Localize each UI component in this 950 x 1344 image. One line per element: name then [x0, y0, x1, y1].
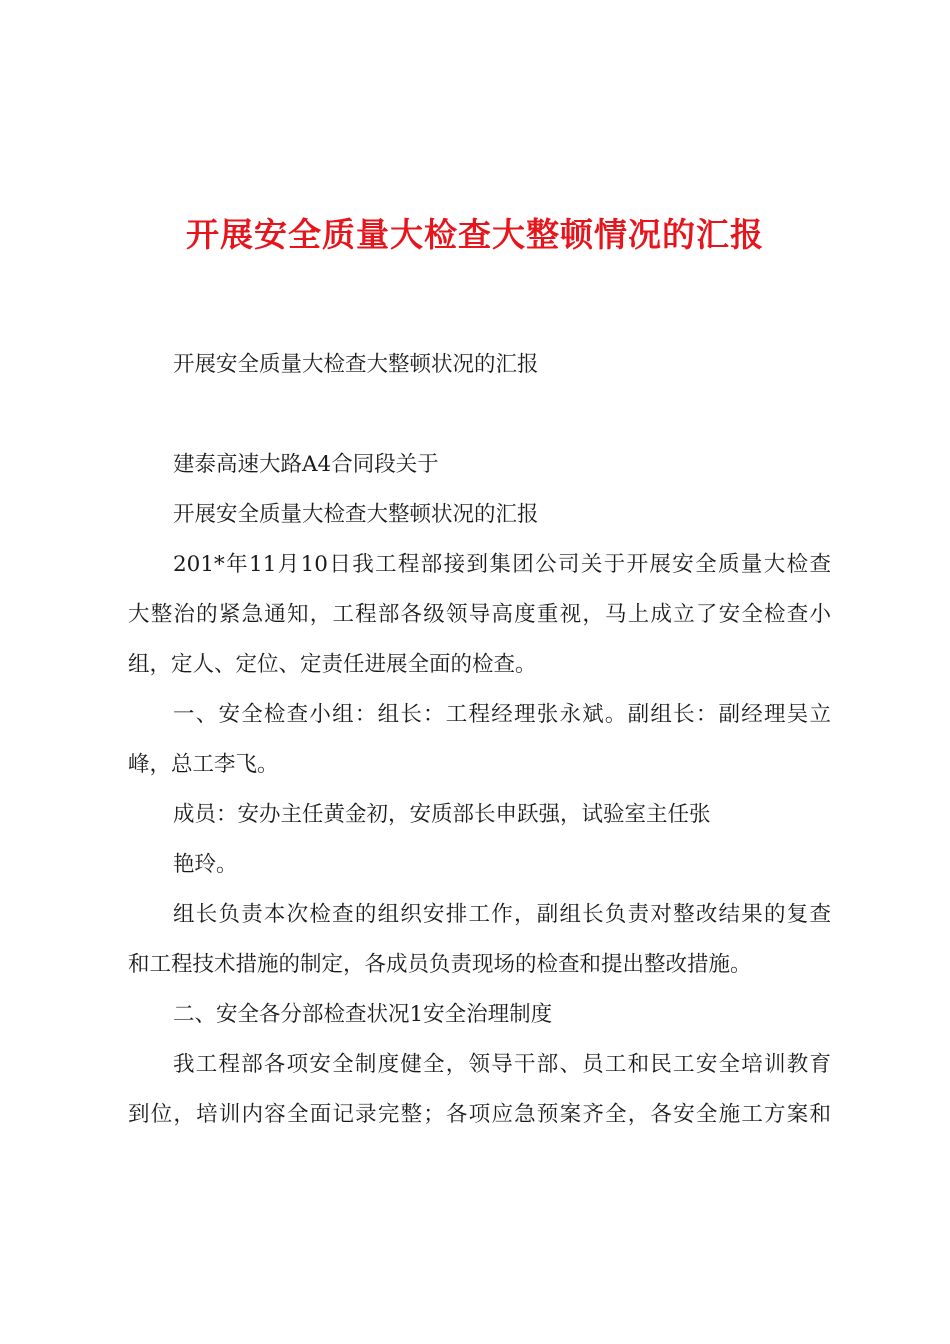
paragraph-line: 我工程部各项安全制度健全，领导干部、员工和民工安全培训教育: [173, 1052, 831, 1077]
paragraph-line: 组长负责本次检查的组织安排工作，副组长负责对整改结果的复查: [173, 902, 831, 927]
paragraph-line: 峰，总工李飞。: [128, 752, 279, 777]
paragraph-line: 成员：安办主任黄金初，安质部长申跃强，试验室主任张: [173, 802, 711, 827]
section-subject-line: 开展安全质量大检查大整顿状况的汇报: [173, 502, 539, 527]
paragraph-line: 一、安全检查小组：组长：工程经理张永斌。副组长：副经理吴立: [173, 702, 831, 727]
paragraph-line: 和工程技术措施的制定，各成员负责现场的检查和提出整改措施。: [128, 952, 752, 977]
paragraph-line: 到位，培训内容全面记录完整；各项应急预案齐全，各安全施工方案和: [128, 1102, 831, 1127]
paragraph-line: 大整治的紧急通知，工程部各级领导高度重视，马上成立了安全检查小: [128, 602, 831, 627]
paragraph-line: 组，定人、定位、定责任进展全面的检查。: [128, 652, 537, 677]
paragraph-line: 艳玲。: [173, 852, 238, 877]
section-heading: 二、安全各分部检查状况1安全治理制度: [173, 1002, 553, 1027]
report-heading: 开展安全质量大检查大整顿状况的汇报: [173, 352, 539, 377]
section-org-line: 建泰高速大路A4合同段关于: [173, 452, 439, 477]
paragraph-line: 201*年11月10日我工程部接到集团公司关于开展安全质量大检查: [173, 552, 831, 577]
document-title: 开展安全质量大检查大整顿情况的汇报: [186, 215, 764, 254]
